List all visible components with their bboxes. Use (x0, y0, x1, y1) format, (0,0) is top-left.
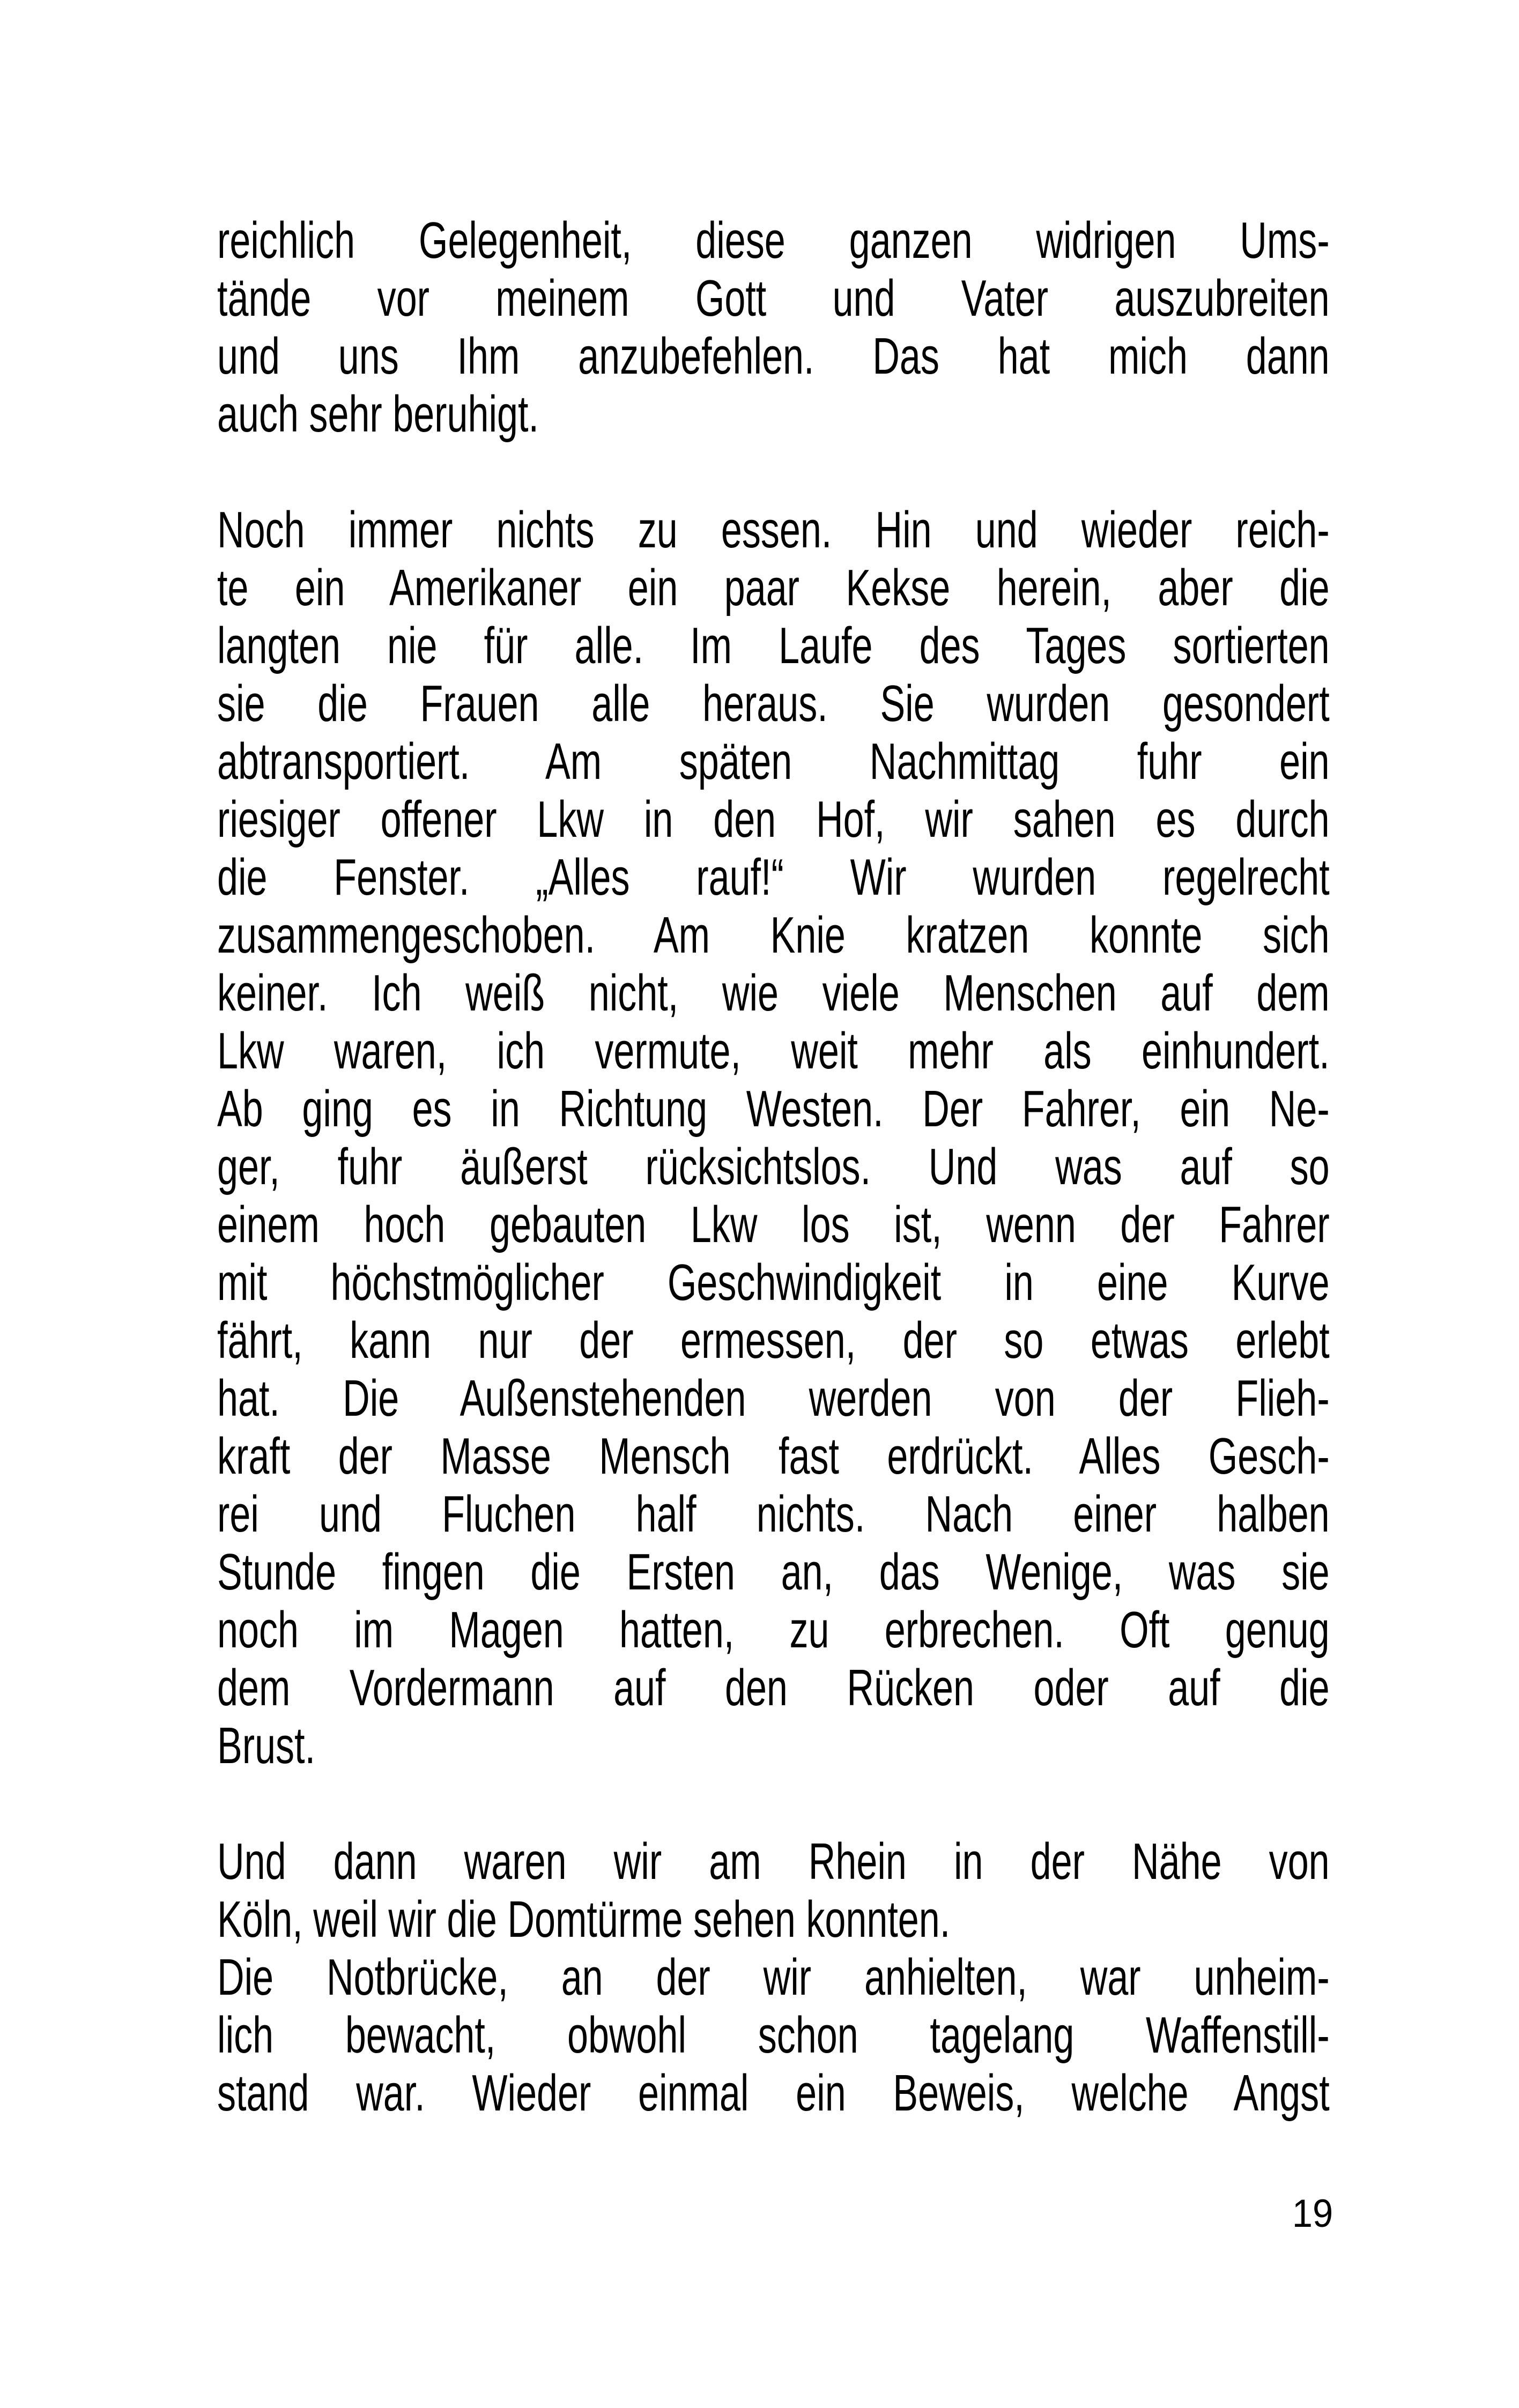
text-line: noch im Magen hatten, zu erbrechen. Oft genug (217, 1601, 1330, 1659)
text-line: Lkw waren, ich vermute, weit mehr als einhundert. (217, 1022, 1330, 1080)
text-line: Und dann waren wir am Rhein in der Nähe von (217, 1833, 1330, 1890)
text-line: hat. Die Außenstehenden werden von der Flieh- (217, 1370, 1330, 1427)
text-line: Ab ging es in Richtung Westen. Der Fahrer, ein Ne- (217, 1080, 1330, 1138)
page-number: 19 (1292, 2192, 1333, 2235)
text-line: sie die Frauen alle heraus. Sie wurden gesondert (217, 675, 1330, 732)
text-line: keiner. Ich weiß nicht, wie viele Menschen auf dem (217, 964, 1330, 1022)
text-line: Noch immer nichts zu essen. Hin und wieder reich- (217, 501, 1330, 559)
text-line: auch sehr beruhigt. (217, 385, 539, 443)
paragraph (217, 212, 1330, 443)
text-line: ger, fuhr äußerst rücksichtslos. Und was auf so (217, 1138, 1330, 1195)
text-line: langten nie für alle. Im Laufe des Tages sortierten (217, 617, 1330, 674)
text-line: riesiger offener Lkw in den Hof, wir sahen es durch (217, 791, 1330, 848)
text-line: lich bewacht, obwohl schon tagelang Waffenstill- (217, 2006, 1330, 2064)
text-line: Stunde fingen die Ersten an, das Wenige, was sie (217, 1543, 1330, 1601)
text-line: Die Notbrücke, an der wir anhielten, war unheim- (217, 1949, 1330, 2006)
text-line: tände vor meinem Gott und Vater auszubreiten (217, 270, 1330, 327)
text-line: Köln, weil wir die Domtürme sehen konnten. (217, 1891, 951, 1948)
text-line: dem Vordermann auf den Rücken oder auf die (217, 1659, 1330, 1716)
text-line: und uns Ihm anzubefehlen. Das hat mich dann (217, 328, 1330, 385)
paragraph (217, 501, 1330, 1775)
text-line: stand war. Wieder einmal ein Beweis, welche Angst (217, 2064, 1330, 2122)
text-line: mit höchstmöglicher Geschwindigkeit in eine Kurve (217, 1254, 1330, 1311)
text-block (217, 212, 1330, 2122)
paragraph (217, 1833, 1330, 2122)
text-line: rei und Fluchen half nichts. Nach einer halben (217, 1485, 1330, 1543)
text-line: einem hoch gebauten Lkw los ist, wenn der Fahrer (217, 1196, 1330, 1253)
text-line: Brust. (217, 1717, 316, 1774)
text-line: die Fenster. „Alles rauf!“ Wir wurden regelrecht (217, 849, 1330, 906)
text-line: zusammengeschoben. Am Knie kratzen konnte sich (217, 906, 1330, 964)
text-line: fährt, kann nur der ermessen, der so etwas erlebt (217, 1312, 1330, 1369)
text-line: kraft der Masse Mensch fast erdrückt. Alles Gesch- (217, 1428, 1330, 1485)
text-line: abtransportiert. Am späten Nachmittag fuhr ein (217, 733, 1330, 790)
text-line: reichlich Gelegenheit, diese ganzen widrigen Ums- (217, 212, 1330, 269)
text-line: te ein Amerikaner ein paar Kekse herein, aber die (217, 559, 1330, 616)
